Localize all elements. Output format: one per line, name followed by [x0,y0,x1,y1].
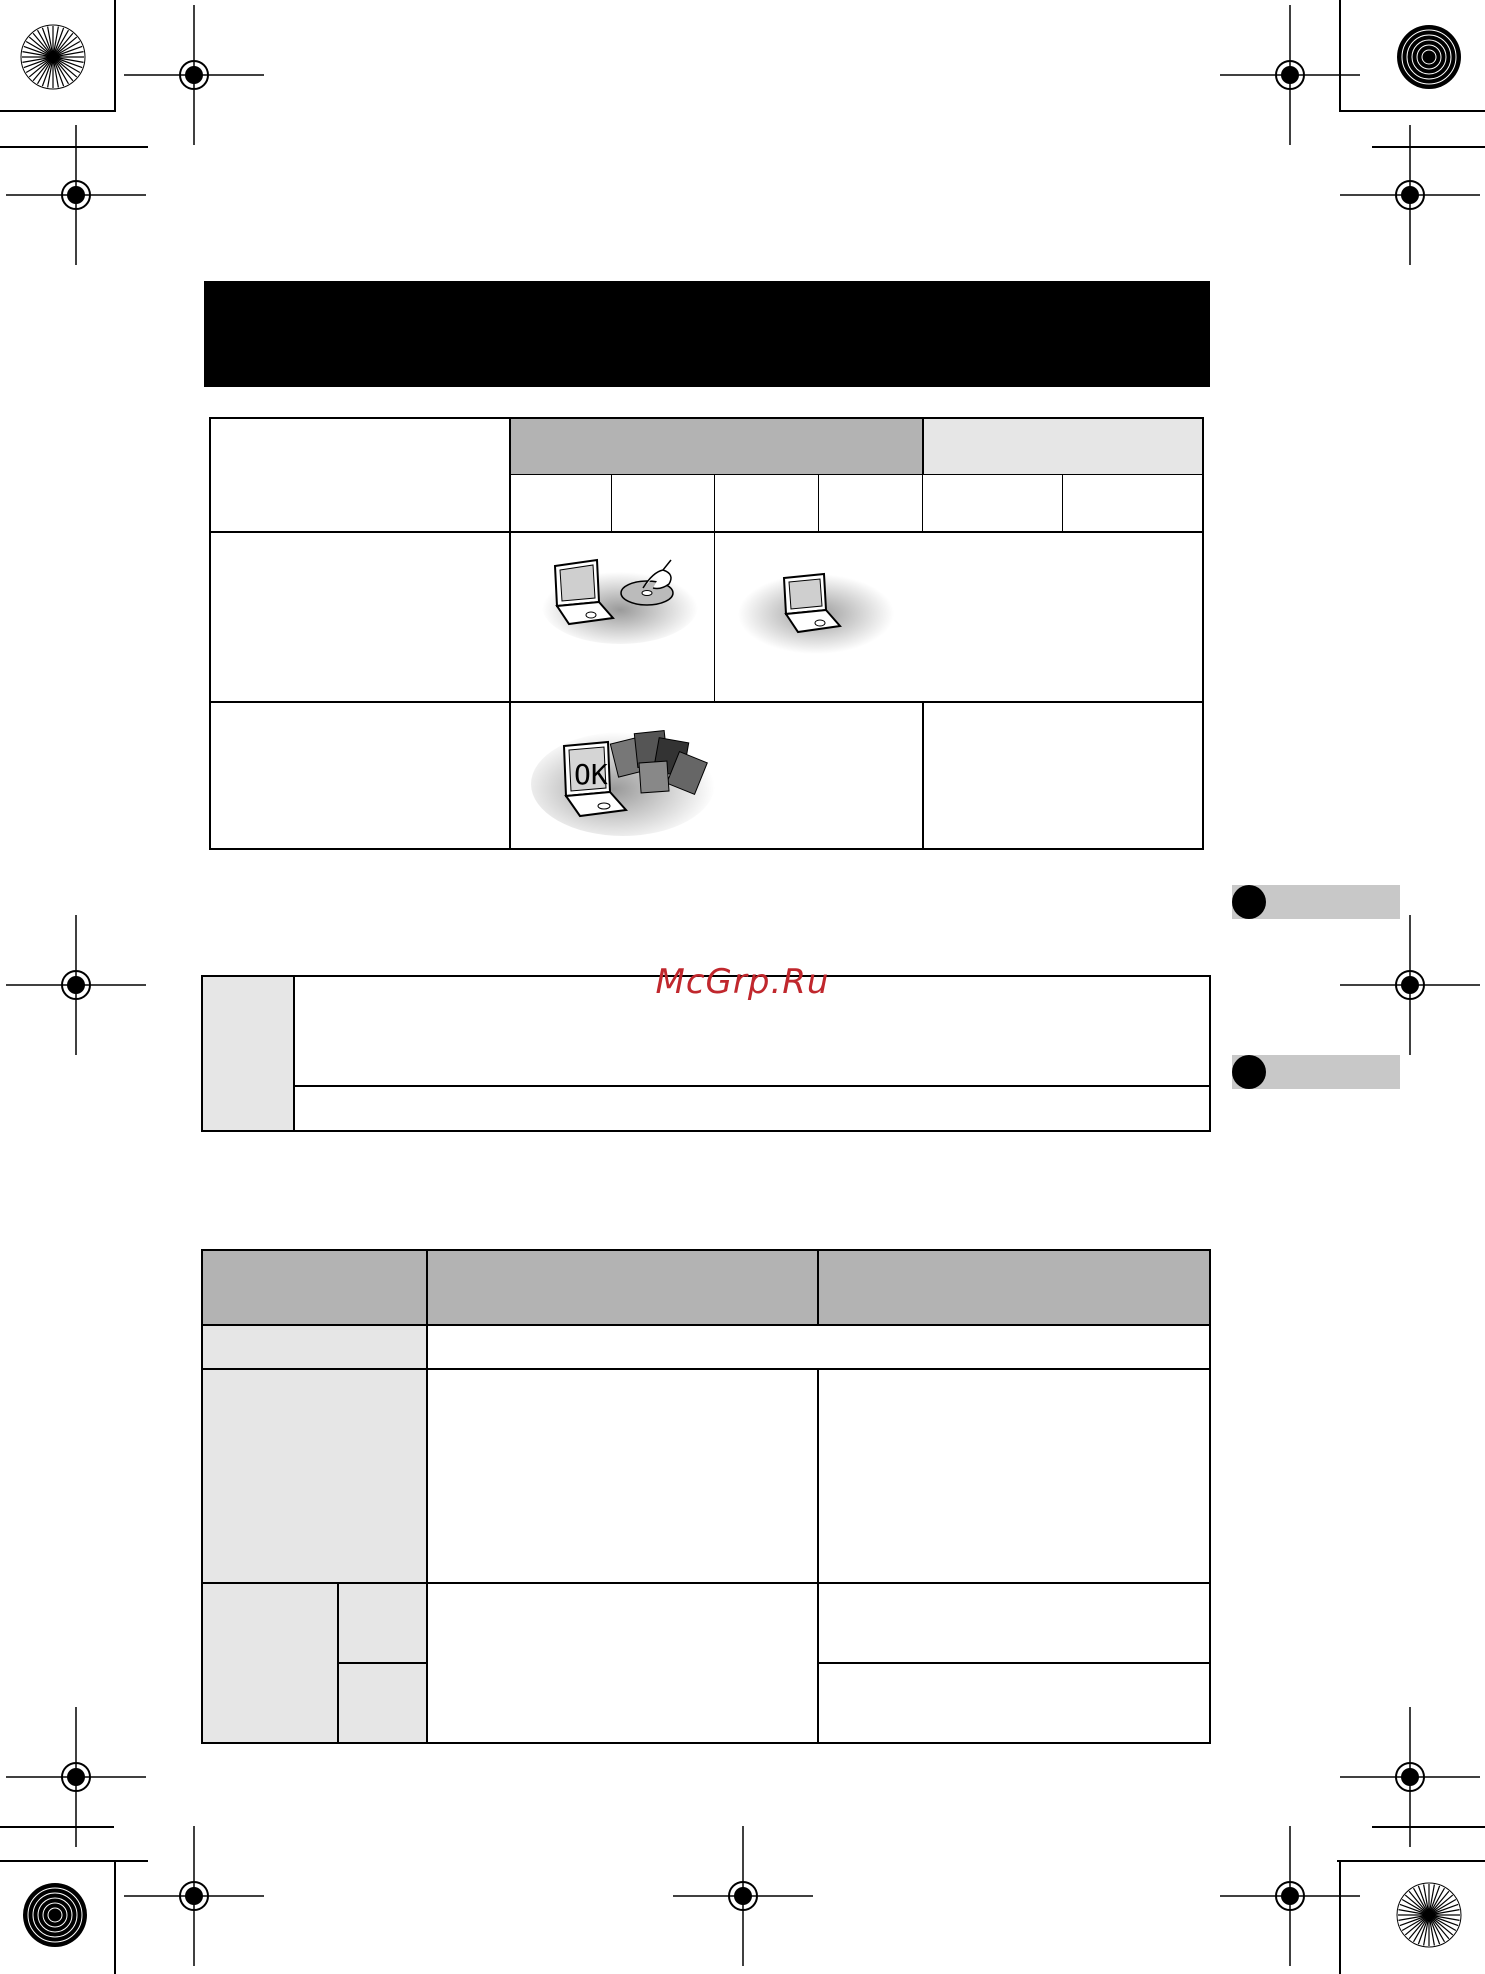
sunburst-target-icon [1396,1882,1462,1948]
laptop-ok-cards-illustration [528,722,738,840]
sunburst-target-icon [20,24,86,90]
concentric-target-icon [22,1882,88,1948]
svg-text:OK: OK [574,758,608,791]
crosshair-icon [6,125,146,265]
crosshair-icon [1340,125,1480,265]
crosshair-icon [673,1826,813,1966]
crosshair-icon [124,1826,264,1966]
crosshair-icon [1340,1707,1480,1847]
bullet-dot-icon [1232,1055,1266,1089]
watermark: McGrp.Ru [655,962,830,1002]
crosshair-icon [124,5,264,145]
title-banner [204,281,1210,387]
laptop-illustration [736,562,896,662]
crosshair-icon [1220,1826,1360,1966]
crosshair-icon [1220,5,1360,145]
laptop-disc-illustration [535,548,695,648]
concentric-target-icon [1396,24,1462,90]
bullet-dot-icon [1232,885,1266,919]
